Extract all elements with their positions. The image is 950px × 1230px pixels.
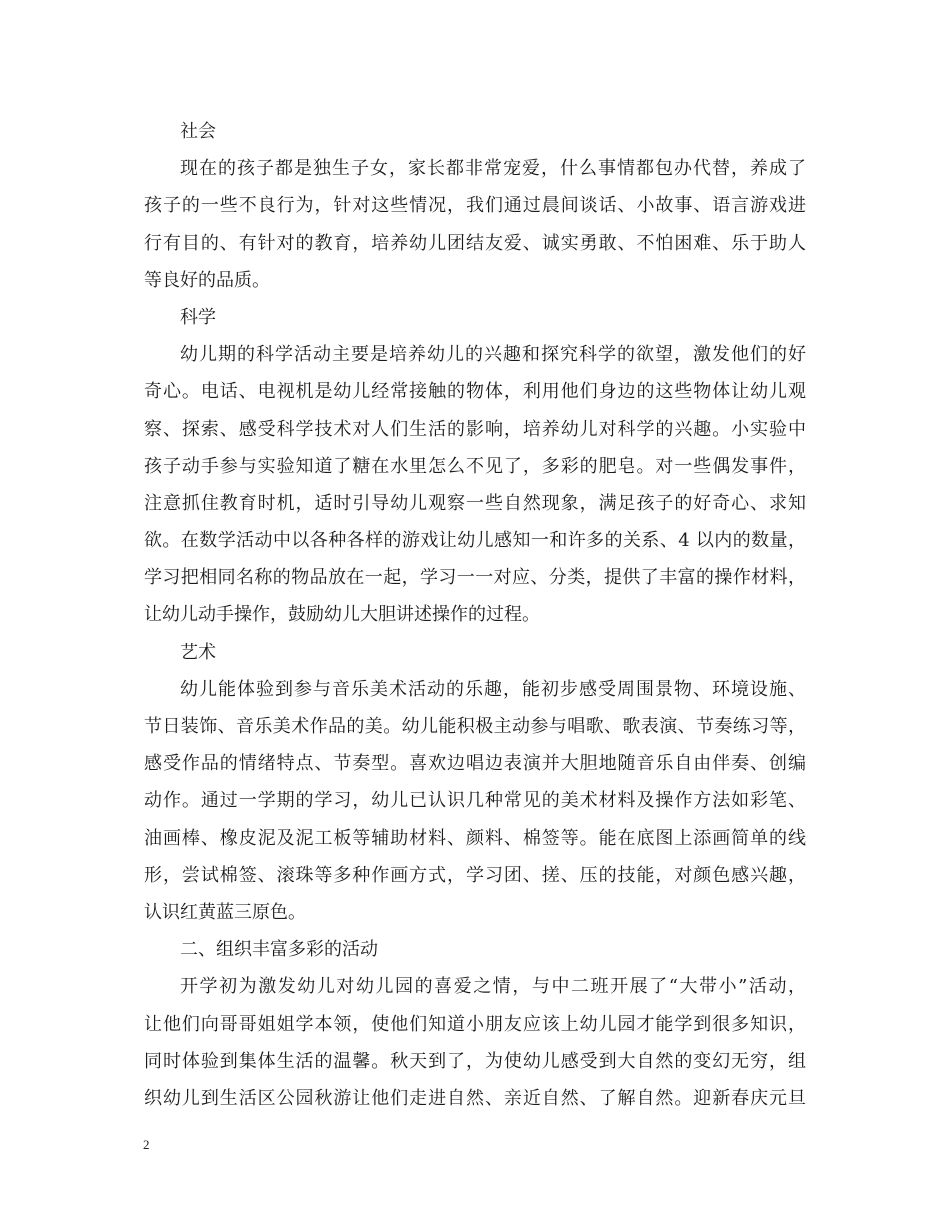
- text-line: 现在的孩子都是独生子女，家长都非常宠爱，什么事情都包办代替，养成了: [180, 158, 806, 180]
- text-line: 织幼儿到生活区公园秋游让他们走进自然、亲近自然、了解自然。迎新春庆元旦: [144, 1087, 806, 1109]
- text-line: 孩子动手参与实验知道了糖在水里怎么不见了，多彩的肥皂。对一些偶发事件，: [144, 455, 806, 477]
- text-line: 形，尝试棉签、滚珠等多种作画方式，学习团、搓、压的技能，对颜色感兴趣，: [144, 864, 806, 886]
- text-line: 注意抓住教育时机，适时引导幼儿观察一些自然现象，满足孩子的好奇心、求知: [144, 492, 806, 514]
- text-line: 让幼儿动手操作，鼓励幼儿大胆讲述操作的过程。: [144, 604, 540, 626]
- text-line: 油画棒、橡皮泥及泥工板等辅助材料、颜料、棉签等。能在底图上添画简单的线: [144, 827, 806, 849]
- text-line: 感受作品的情绪特点、节奏型。喜欢边唱边表演并大胆地随音乐自由伴奏、创编: [144, 753, 806, 775]
- text-line: 行有目的、有针对的教育，培养幼儿团结友爱、诚实勇敢、不怕困难、乐于助人: [144, 232, 806, 254]
- text-line: 让他们向哥哥姐姐学本领，使他们知道小朋友应该上幼儿园才能学到很多知识，: [144, 1013, 806, 1035]
- text-line: 等良好的品质。: [144, 269, 270, 291]
- text-line: 动作。通过一学期的学习，幼儿已认识几种常见的美术材料及操作方法如彩笔、: [144, 790, 806, 812]
- text-line: 社会: [180, 121, 216, 142]
- text-line: 奇心。电话、电视机是幼儿经常接触的物体，利用他们身边的这些物体让幼儿观: [144, 381, 806, 403]
- text-line: 艺术: [180, 641, 216, 663]
- text-line: 孩子的一些不良行为，针对这些情况，我们通过晨间谈话、小故事、语言游戏进: [144, 195, 806, 217]
- text-line: 开学初为激发幼儿对幼儿园的喜爱之情，与中二班开展了“大带小”活动，: [180, 976, 806, 998]
- page-number: 2: [143, 1137, 150, 1152]
- body-text: [144, 113, 806, 1117]
- text-line: 二、组织丰富多彩的活动: [180, 939, 378, 961]
- text-line: 欲。在数学活动中以各种各样的游戏让幼儿感知一和许多的关系、4 以内的数量，: [144, 530, 806, 552]
- text-line: 幼儿期的科学活动主要是培养幼儿的兴趣和探究科学的欲望，激发他们的好: [180, 344, 806, 366]
- text-line: 同时体验到集体生活的温馨。秋天到了，为使幼儿感受到大自然的变幻无穷，组: [144, 1050, 806, 1072]
- text-line: 察、探索、感受科学技术对人们生活的影响，培养幼儿对科学的兴趣。小实验中: [144, 418, 806, 440]
- text-line: 幼儿能体验到参与音乐美术活动的乐趣，能初步感受周围景物、环境设施、: [180, 678, 806, 700]
- text-line: 学习把相同名称的物品放在一起，学习一一对应、分类，提供了丰富的操作材料，: [144, 567, 806, 589]
- text-line: 认识红黄蓝三原色。: [144, 901, 306, 923]
- text-line: 科学: [180, 306, 216, 328]
- text-line: 节日装饰、音乐美术作品的美。幼儿能积极主动参与唱歌、歌表演、节奏练习等，: [144, 716, 806, 737]
